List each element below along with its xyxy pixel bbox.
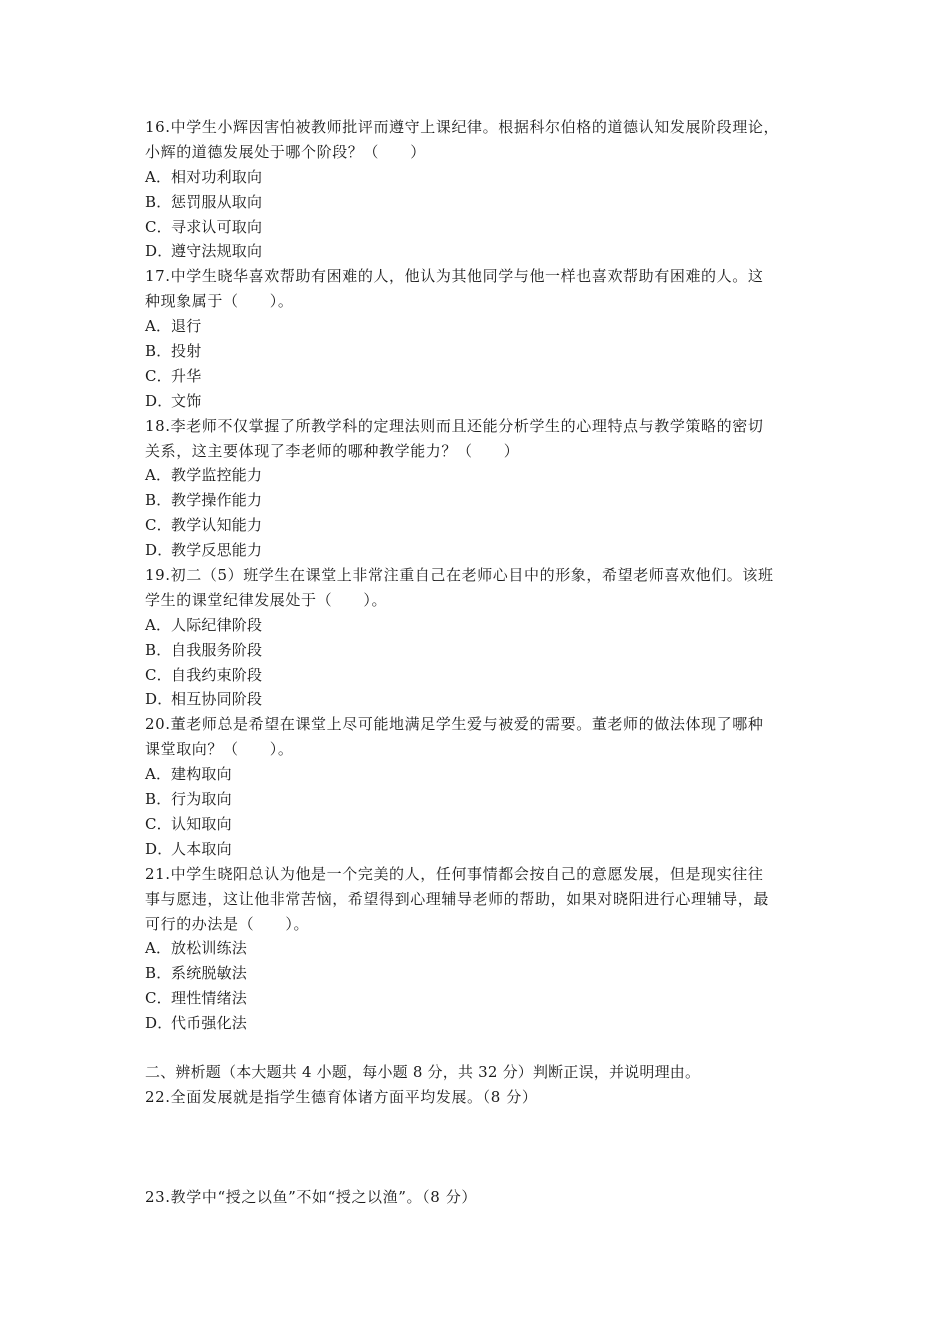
question-stem-line: 小辉的道德发展处于哪个阶段？（ ） <box>145 142 426 161</box>
question-17 <box>145 264 815 413</box>
option-c <box>145 513 815 538</box>
question-22: 22.全面发展就是指学生德育体诸方面平均发展。（8 分） <box>145 1087 538 1106</box>
option-text: 建构取向 <box>171 765 232 784</box>
option-text: 投射 <box>171 342 202 361</box>
option-letter: C． <box>145 366 172 385</box>
option-d <box>145 538 815 563</box>
option-letter: A． <box>145 317 172 336</box>
question-stem-line: 16.中学生小辉因害怕被教师批评而遵守上课纪律。根据科尔伯格的道德认知发展阶段理论， <box>145 118 780 136</box>
option-b <box>145 961 815 986</box>
option-b <box>145 787 815 812</box>
option-letter: C． <box>145 217 172 236</box>
option-letter: D． <box>145 1014 173 1033</box>
option-letter: C． <box>145 516 172 535</box>
option-letter: B． <box>145 964 172 983</box>
option-d <box>145 837 815 862</box>
option-letter: B． <box>145 491 172 510</box>
option-text: 教学监控能力 <box>171 466 263 485</box>
question-19 <box>145 563 815 712</box>
option-c <box>145 812 815 837</box>
option-a <box>145 613 815 638</box>
option-text: 放松训练法 <box>171 939 248 958</box>
option-b <box>145 488 815 513</box>
option-letter: C． <box>145 814 172 833</box>
option-d <box>145 389 815 414</box>
option-letter: B． <box>145 790 172 809</box>
question-23: 23.教学中“授之以鱼”不如“授之以渔”。（8 分） <box>145 1187 477 1206</box>
option-text: 教学认知能力 <box>171 516 263 535</box>
option-text: 自我服务阶段 <box>171 640 263 659</box>
option-text: 遵守法规取向 <box>171 242 263 261</box>
question-stem-line: 事与愿违，这让他非常苦恼，希望得到心理辅导老师的帮助，如果对晓阳进行心理辅导，最 <box>145 889 770 908</box>
option-letter: C． <box>145 665 172 684</box>
section-2 <box>145 1060 815 1210</box>
option-text: 人际纪律阶段 <box>171 615 263 634</box>
option-letter: B． <box>145 640 172 659</box>
option-text: 行为取向 <box>171 790 232 809</box>
option-c <box>145 364 815 389</box>
option-text: 寻求认可取向 <box>171 217 263 236</box>
option-c <box>145 986 815 1011</box>
document-page <box>145 115 815 1210</box>
option-text: 代币强化法 <box>171 1014 248 1033</box>
question-stem-line: 关系，这主要体现了李老师的哪种教学能力？（ ） <box>145 441 520 460</box>
question-stem-line: 可行的办法是（ ）。 <box>145 914 310 933</box>
question-stem-line: 种现象属于（ ）。 <box>145 292 294 311</box>
option-b <box>145 339 815 364</box>
option-letter: D． <box>145 391 173 410</box>
option-text: 文饰 <box>171 391 202 410</box>
option-text: 相对功利取向 <box>171 167 263 186</box>
option-text: 自我约束阶段 <box>171 665 263 684</box>
option-text: 升华 <box>171 366 202 385</box>
option-letter: D． <box>145 839 173 858</box>
spacer <box>145 1036 815 1060</box>
question-stem-line: 21.中学生晓阳总认为他是一个完美的人，任何事情都会按自己的意愿发展，但是现实往往 <box>145 864 764 883</box>
option-letter: D． <box>145 541 173 560</box>
option-letter: A． <box>145 939 172 958</box>
question-18 <box>145 414 815 563</box>
question-stem-line: 课堂取向？（ ）。 <box>145 740 294 759</box>
option-d <box>145 239 815 264</box>
question-21 <box>145 862 815 1036</box>
option-text: 教学操作能力 <box>171 491 263 510</box>
question-stem-line: 18.李老师不仅掌握了所教学科的定理法则而且还能分析学生的心理特点与教学策略的密切 <box>145 416 764 435</box>
option-text: 理性情绪法 <box>171 989 248 1008</box>
question-stem-line: 学生的课堂纪律发展处于（ ）。 <box>145 590 388 609</box>
option-text: 教学反思能力 <box>171 541 263 560</box>
option-letter: A． <box>145 167 172 186</box>
answer-space <box>145 1110 815 1185</box>
option-letter: B． <box>145 342 172 361</box>
option-a <box>145 165 815 190</box>
option-text: 系统脱敏法 <box>171 964 248 983</box>
option-letter: A． <box>145 615 172 634</box>
option-a <box>145 463 815 488</box>
option-letter: D． <box>145 242 173 261</box>
option-letter: C． <box>145 989 172 1008</box>
question-20 <box>145 712 815 861</box>
question-stem-line: 20.董老师总是希望在课堂上尽可能地满足学生爱与被爱的需要。董老师的做法体现了哪种 <box>145 715 764 734</box>
option-text: 相互协同阶段 <box>171 690 263 709</box>
option-letter: A． <box>145 765 172 784</box>
question-stem-line: 17.中学生晓华喜欢帮助有困难的人，他认为其他同学与他一样也喜欢帮助有困难的人。这 <box>145 267 764 286</box>
option-text: 认知取向 <box>171 814 232 833</box>
option-letter: A． <box>145 466 172 485</box>
question-16 <box>145 115 815 264</box>
option-a <box>145 314 815 339</box>
option-c <box>145 215 815 240</box>
option-d <box>145 687 815 712</box>
option-text: 人本取向 <box>171 839 232 858</box>
option-a <box>145 762 815 787</box>
option-b <box>145 190 815 215</box>
option-text: 退行 <box>171 317 202 336</box>
option-letter: D． <box>145 690 173 709</box>
option-a <box>145 936 815 961</box>
option-b <box>145 638 815 663</box>
option-text: 惩罚服从取向 <box>171 192 263 211</box>
option-letter: B． <box>145 192 172 211</box>
option-c <box>145 663 815 688</box>
option-d <box>145 1011 815 1036</box>
question-stem-line: 19.初二（5）班学生在课堂上非常注重自己在老师心目中的形象，希望老师喜欢他们。该班 <box>145 566 774 585</box>
section-heading: 二、辨析题（本大题共 4 小题，每小题 8 分，共 32 分）判断正误，并说明理由。 <box>145 1062 701 1081</box>
